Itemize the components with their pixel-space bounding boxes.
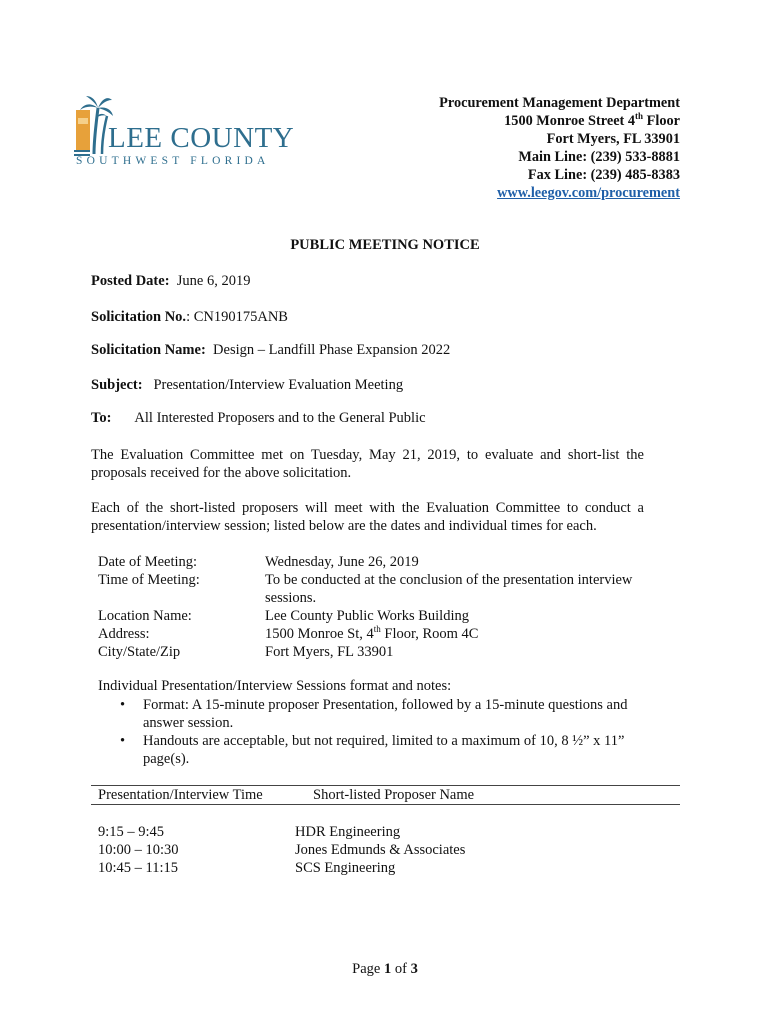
website-link[interactable]: www.leegov.com/procurement <box>497 185 680 201</box>
address-value: 1500 Monroe St, 4th Floor, Room 4C <box>265 624 479 642</box>
fax-line: Fax Line: (239) 485-8383 <box>527 167 680 183</box>
page-number: Page 1 of 3 <box>352 961 418 977</box>
department-address: 1500 Monroe Street 4th Floor <box>504 111 680 129</box>
paragraph-evaluation: The Evaluation Committee met on Tuesday, May 21, 2019, to evaluate and short-list the proposals received for the above solicitation. <box>91 447 644 481</box>
column-header-proposer: Short-listed Proposer Name <box>313 787 475 803</box>
logo-subtitle: SOUTHWEST FLORIDA <box>76 155 270 167</box>
solicitation-number: Solicitation No.: CN190175ANB <box>91 309 288 325</box>
location-name-value: Lee County Public Works Building <box>265 608 469 624</box>
department-contact-block <box>439 94 680 202</box>
time-of-meeting-label: Time of Meeting: <box>98 572 200 588</box>
lee-county-logo <box>74 94 295 174</box>
logo-title: LEE COUNTY <box>108 122 295 154</box>
table-row-time: 9:15 – 9:45 <box>98 824 165 840</box>
address-label: Address: <box>98 626 150 642</box>
list-item: • Format: A 15-minute proposer Presentation, followed by a 15-minute questions and answer session. <box>120 697 628 731</box>
bullet-icon: • <box>120 697 126 713</box>
department-city: Fort Myers, FL 33901 <box>546 131 680 147</box>
department-name: Procurement Management Department <box>439 95 680 111</box>
date-of-meeting-label: Date of Meeting: <box>98 554 198 570</box>
solicitation-name: Solicitation Name: Design – Landfill Phase Expansion 2022 <box>91 342 451 358</box>
list-item: • Handouts are acceptable, but not required, limited to a maximum of 10, 8 ½” x 11” page(s). <box>120 733 625 767</box>
notice-title: PUBLIC MEETING NOTICE <box>290 237 480 253</box>
notes-list <box>98 696 658 768</box>
subject: Subject: Presentation/Interview Evaluation Meeting <box>91 377 404 393</box>
table-row-time: 10:00 – 10:30 <box>98 842 179 858</box>
city-state-zip-label: City/State/Zip <box>98 644 181 660</box>
recipients: To: All Interested Proposers and to the General Public <box>91 410 426 426</box>
table-row-time: 10:45 – 11:15 <box>98 860 179 876</box>
main-line: Main Line: (239) 533-8881 <box>518 149 680 165</box>
posted-date: Posted Date: June 6, 2019 <box>91 273 251 289</box>
time-of-meeting-value: To be conducted at the conclusion of the presentation interview sessions. <box>265 572 633 606</box>
city-state-zip-value: Fort Myers, FL 33901 <box>265 644 394 660</box>
table-row-name: SCS Engineering <box>295 860 396 876</box>
table-top-rule <box>91 785 680 786</box>
column-header-time: Presentation/Interview Time <box>98 787 263 803</box>
table-header-rule <box>91 804 680 805</box>
date-of-meeting-value: Wednesday, June 26, 2019 <box>265 554 419 570</box>
paragraph-shortlist: Each of the short-listed proposers will meet with the Evaluation Committee to conduct a presentation/interview session; listed below are the dates and individual times for each. <box>91 500 644 534</box>
notes-heading: Individual Presentation/Interview Sessions format and notes: <box>98 678 452 694</box>
location-name-label: Location Name: <box>98 608 192 624</box>
bullet-icon: • <box>120 733 126 749</box>
table-row-name: Jones Edmunds & Associates <box>295 842 466 858</box>
table-row-name: HDR Engineering <box>295 824 401 840</box>
